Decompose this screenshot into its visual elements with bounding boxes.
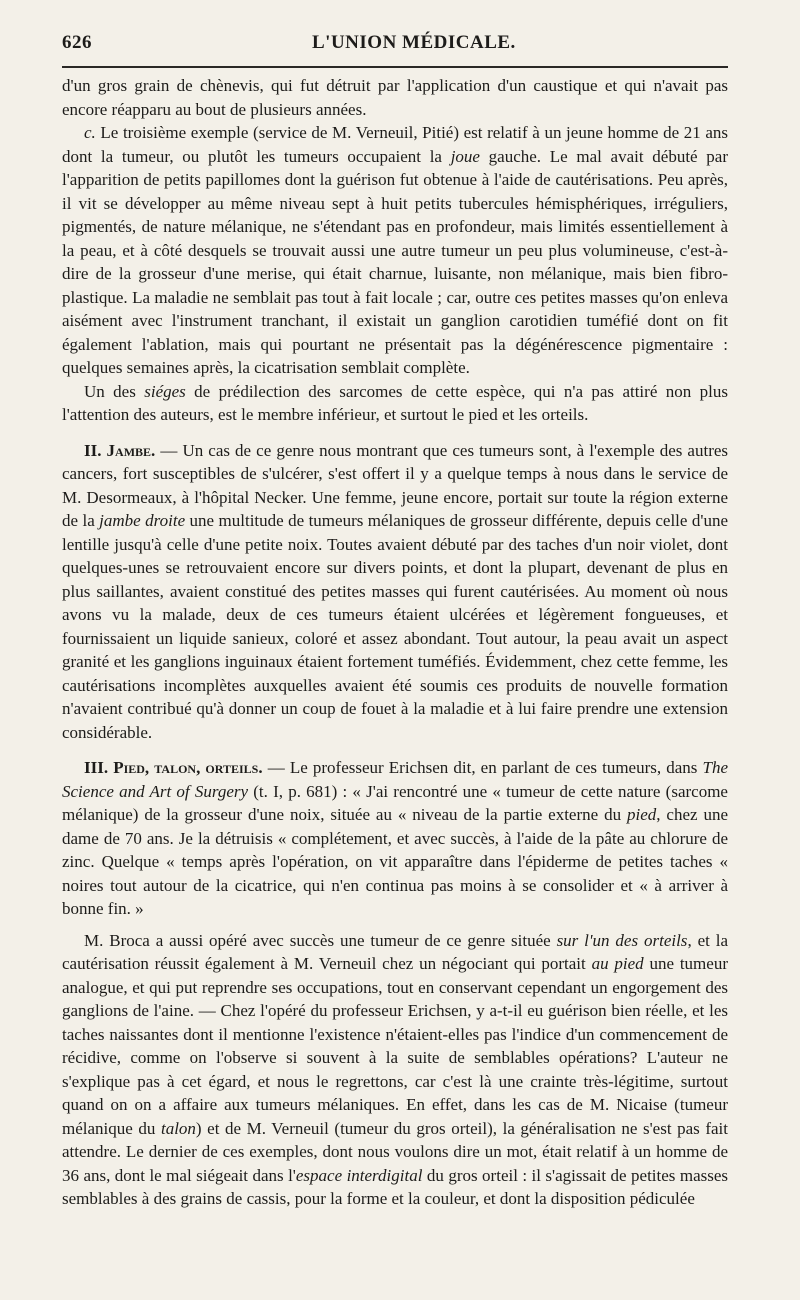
paragraph-case-c: c. Le troisième exemple (service de M. Verneuil, Pitié) est relatif à un jeune homme de 21 ans dont la tumeur, ou plutôt les tumeurs occupaient la joue gauche. Le mal avait débuté par l'apparition de petits papillomes dont la guérison fut obtenue à l'aide de cautérisations. Peu après, il vit se développer au même niveau sept à huit petits tubercules hémisphériques, irréguliers, pigmentés, de nature mélanique, ne s'étendant pas en profondeur, mais limités essentiellement à la peau, et à côté desquels se trouvait aussi une autre tumeur un peu plus volumineuse, c'est-à-dire de la grosseur d'une merise, qui était charnue, luisante, non mélanique, mais bien fibro-plastique. La maladie ne semblait pas tout à fait locale ; car, outre ces petites masses qu'on enleva aisément avec l'instrument tranchant, il existait un ganglion carotidien tuméfié dont on fit également l'ablation, mais qui pourtant ne présentait pas la dégénérescence pigmentaire : quelques semaines après, la cicatrisation semblait complète.	[62, 123, 728, 377]
paragraph-continuation: d'un gros grain de chènevis, qui fut détruit par l'application d'un caustique et qui n'avait pas encore réapparu au bout de plusieurs années.	[62, 76, 728, 119]
section-heading-pied: III. Pied, talon, orteils.	[84, 758, 263, 777]
paragraph-jambe: II. Jambe. — Un cas de ce genre nous montrant que ces tumeurs sont, à l'exemple des autres cancers, fort susceptibles de s'ulcérer, s'est offert il y a quelque temps à nous dans le service de M. Desormeaux, à l'hôpital Necker. Une femme, jeune encore, portait sur toute la région externe de la jambe droite une multitude de tumeurs mélaniques de grosseur différente, depuis celle d'une lentille jusqu'à celle d'une petite noix. Toutes avaient débuté par des taches d'un noir violet, dont quelques-unes se retrouvaient encore sur divers points, et dont la plupart, devenant de plus en plus saillantes, avaient constitué des petites masses qui furent cautérisées. Au moment où nous avons vu la malade, deux de ces tumeurs étaient ulcérées et légèrement fongueuses, et fournissaient un liquide sanieux, coloré et assez abondant. Tout autour, la peau avait un aspect granité et les ganglions inguinaux étaient fortement tuméfiés. Évidemment, chez cette femme, les cautérisations incomplètes auxquelles avaient été soumis ces produits de nouvelle formation n'avaient contribué qu'à donner un coup de fouet à la maladie et à lui faire prendre une extension considérable.	[62, 440, 729, 742]
page-number: 626	[62, 32, 92, 53]
paragraph-pied: III. Pied, talon, orteils. — Le professeur Erichsen dit, en parlant de ces tumeurs, dans The Science and Art of Surgery (t. I, p. 681) : « J'ai rencontré une « tumeur de cette nature (sarcome mélanique) de la grosseur d'une noix, située au « niveau de la partie externe du pied, chez une dame de 70 ans. Je la détruisis « complétement, et avec succès, à l'aide de la pâte au chlorure de zinc. Quelque « temps après l'opération, on vit apparaître dans l'épiderme de petites taches « noires tout autour de la cicatrice, qui n'en continua pas moins à se consolider et « à arriver à bonne fin. »	[62, 758, 728, 918]
article-body	[62, 74, 728, 1211]
paragraph-sieges: Un des siéges de prédilection des sarcomes de cette espèce, qui n'a pas attiré non plus l'attention des auteurs, est le membre inférieur, et surtout le pied et les orteils.	[62, 381, 728, 424]
section-heading-jambe: II. Jambe.	[84, 440, 156, 460]
header-rule	[62, 66, 728, 68]
running-title: L'UNION MÉDICALE.	[312, 32, 516, 53]
page-header	[62, 32, 728, 62]
paragraph-broca: M. Broca a aussi opéré avec succès une tumeur de ce genre située sur l'un des orteils, et la cautérisation réussit également à M. Verneuil chez un négociant qui portait au pied une tumeur analogue, et qui put reprendre ses occupations, tout en conservant cependant un engorgement des ganglions de l'aine. — Chez l'opéré du professeur Erichsen, y a-t-il eu guérison bien réelle, et les taches naissantes dont il mentionne l'existence n'étaient-elles pas l'indice d'un commencement de récidive, comme on l'observe si souvent à la suite de semblables opérations? L'auteur ne s'explique pas à cet égard, et nous le regrettons, car c'est là une crainte très-légitime, surtout quand on on a affaire aux tumeurs mélaniques. En effet, dans les cas de M. Nicaise (tumeur mélanique du talon) et de M. Verneuil (tumeur du gros orteil), la généralisation ne s'est pas fait attendre. Le dernier de ces exemples, dont nous voulons dire un mot, était relatif à un homme de 36 ans, dont le mal siégeait dans l'espace interdigital du gros orteil : il s'agissait de petites masses semblables à des grains de cassis, pour la forme et la couleur, et dont la disposition pédiculée	[62, 930, 729, 1208]
